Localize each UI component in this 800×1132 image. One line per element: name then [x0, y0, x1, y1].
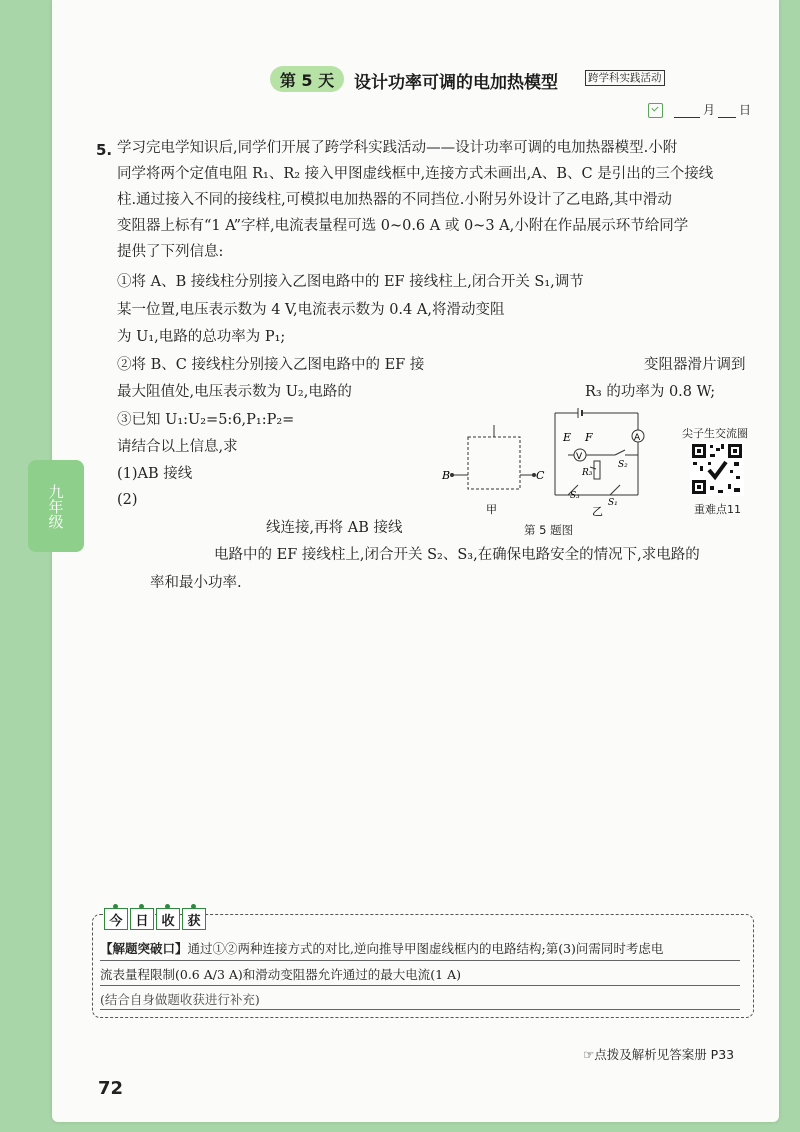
month-label: 月 [703, 103, 716, 117]
day-blank [718, 105, 736, 118]
day-badge: 第 5 天 [270, 66, 344, 92]
date-field [648, 101, 751, 118]
label-jia: 甲 [486, 503, 497, 516]
question-line: 为 U₁,电路的总功率为 P₁; [117, 329, 286, 345]
question-line: 最大阻值处,电压表示数为 U₂,电路的 [117, 384, 352, 400]
answer-rule [100, 985, 740, 986]
harvest-line-1 [100, 941, 663, 957]
label-c: C [536, 469, 545, 482]
question-line: ①将 A、B 接线柱分别接入乙图电路中的 EF 接线柱上,闭合开关 S₁,调节 [117, 274, 584, 290]
figure-caption: 第 5 题图 [524, 523, 574, 537]
tip-text: 通过①②两种连接方式的对比,逆向推导甲图虚线框内的电路结构;第(3)问需同时考虑电 [187, 941, 664, 956]
qr-code-icon[interactable] [690, 442, 744, 496]
page-number: 72 [98, 1078, 124, 1099]
question-line: 变阻器滑片调到 [644, 357, 746, 373]
grade-tab-label: 九年级 [46, 483, 65, 529]
question-line: R₃ 的功率为 0.8 W; [585, 384, 716, 400]
question-line: 率和最小功率. [150, 575, 242, 591]
question-line: 变阻器上标有“1 A”字样,电流表量程可选 0~0.6 A 或 0~3 A,小附在作品展示环节给同学 [117, 218, 689, 234]
day-label: 日 [739, 103, 752, 117]
label-f: F [585, 431, 593, 444]
ammeter-label: A [634, 433, 641, 443]
question-line: (2) [117, 492, 138, 508]
question-line: 同学将两个定值电阻 R₁、R₂ 接入甲图虚线框中,连接方式未画出,A、B、C 是引出的三个接线 [117, 166, 714, 182]
harvest-line-2: 流表量程限制(0.6 A/3 A)和滑动变阻器允许通过的最大电流(1 A) [100, 967, 462, 982]
voltmeter-label: V [576, 452, 583, 462]
figure-jia [452, 425, 534, 489]
question-line: 请结合以上信息,求 [117, 439, 238, 455]
harvest-title [104, 908, 206, 930]
label-e: E [563, 431, 572, 444]
label-b: B [442, 469, 451, 482]
question-line: 某一位置,电压表示数为 4 V,电流表示数为 0.4 A,将滑动变阻 [117, 302, 505, 318]
question-line: 学习完电学知识后,同学们开展了跨学科实践活动——设计功率可调的电加热器模型.小附 [117, 140, 678, 156]
question-line: (1)AB 接线 [117, 466, 193, 482]
figure-yi [555, 408, 644, 495]
question-line: 柱.通过接入不同的接线柱,可模拟电加热器的不同挡位.小附另外设计了乙电路,其中滑动 [117, 192, 672, 208]
terminal-b [450, 473, 454, 477]
tip-label: 【解题突破口】 [100, 941, 188, 956]
harvest-char: 今 [104, 908, 128, 930]
label-s3: S₃ [570, 491, 580, 501]
question-line: ②将 B、C 接线柱分别接入乙图电路中的 EF 接 [117, 357, 425, 373]
label-r3: R₃ [582, 468, 593, 478]
label-s2: S₂ [618, 460, 628, 470]
qr-sublabel: 重难点11 [694, 503, 741, 516]
harvest-char: 收 [156, 908, 180, 930]
question-line: 电路中的 EF 接线柱上,闭合开关 S₂、S₃,在确保电路安全的情况下,求电路的 [214, 547, 700, 563]
question-line: 线连接,再将 AB 接线 [266, 520, 403, 536]
answer-reference: ☞点拨及解析见答案册 P33 [583, 1047, 735, 1062]
answer-rule [100, 1009, 740, 1010]
question-number: 5. [96, 141, 113, 159]
harvest-line-3: (结合自身做题收获进行补充) [100, 992, 260, 1007]
question-line: 提供了下列信息: [117, 244, 224, 260]
calendar-check-icon [648, 103, 663, 118]
label-yi: 乙 [592, 505, 603, 518]
activity-tag: 跨学科实践活动 [585, 70, 665, 86]
page-title: 设计功率可调的电加热模型 [354, 73, 558, 93]
harvest-char: 获 [182, 908, 206, 930]
harvest-char: 日 [130, 908, 154, 930]
qr-label: 尖子生交流圈 [682, 427, 748, 440]
answer-rule [100, 960, 740, 961]
question-line: ③已知 U₁:U₂=5:6,P₁:P₂= [117, 412, 295, 428]
grade-tab [28, 460, 84, 552]
label-s1: S₁ [608, 498, 618, 508]
month-blank [674, 105, 700, 118]
circuit-figure [430, 405, 682, 520]
